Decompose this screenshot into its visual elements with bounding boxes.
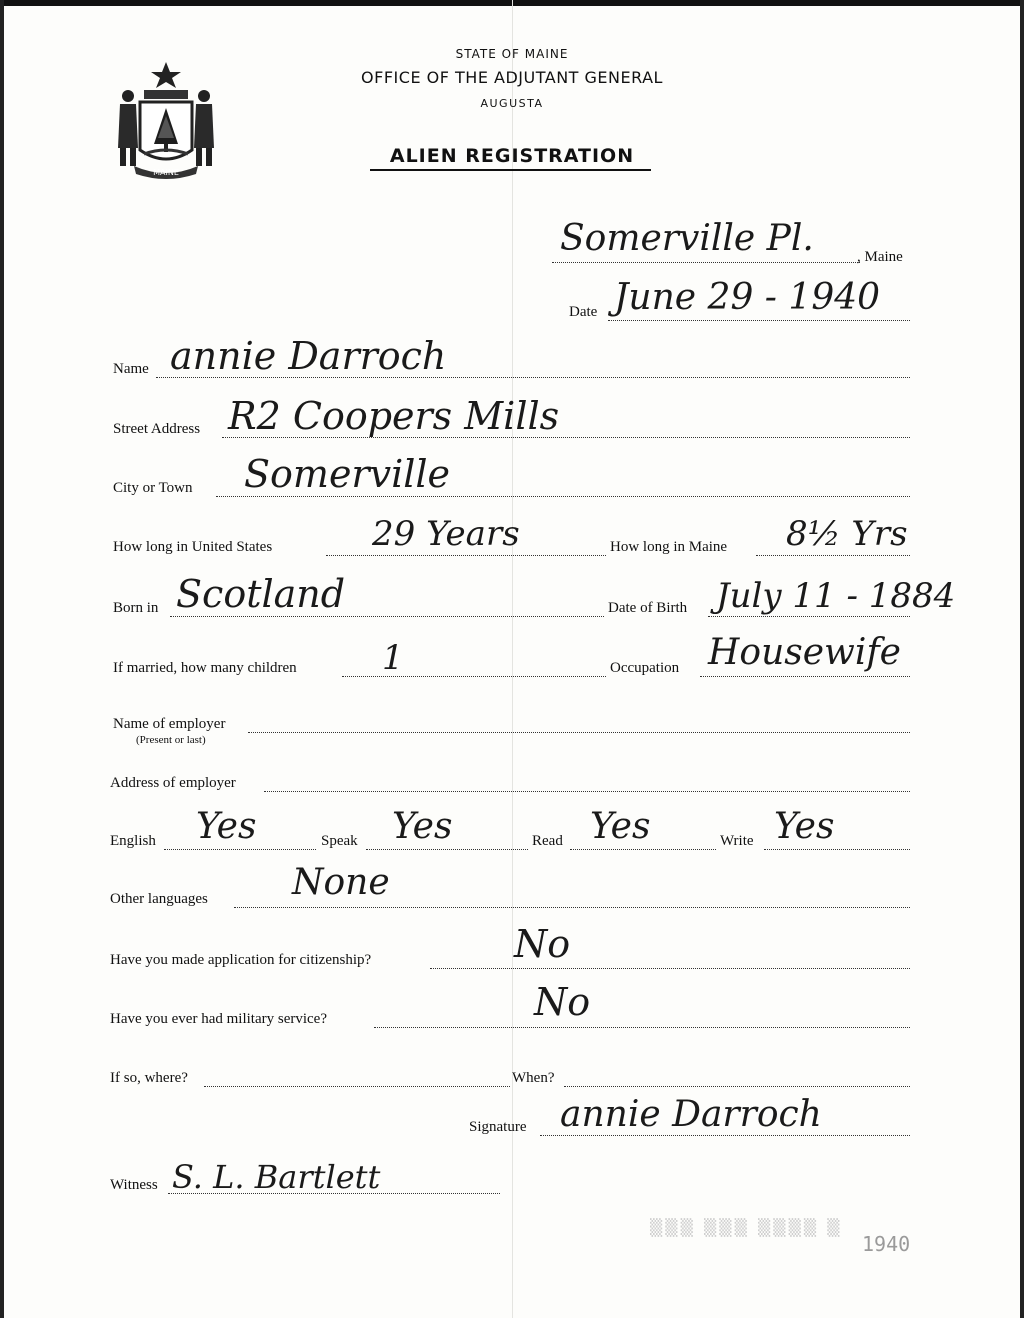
employer-line xyxy=(248,732,910,733)
maine-state-seal xyxy=(110,58,222,180)
city-label: City or Town xyxy=(113,480,193,496)
employer-address-line xyxy=(264,791,910,792)
city-value: Somerville xyxy=(244,452,451,496)
signature-line xyxy=(540,1135,910,1136)
title-underline xyxy=(370,169,651,171)
street-value: R2 Coopers Mills xyxy=(228,394,560,438)
us-years-value: 29 Years xyxy=(372,514,520,554)
read-line xyxy=(570,849,716,850)
form-title: ALIEN REGISTRATION xyxy=(389,145,635,167)
military-value: No xyxy=(534,980,591,1024)
other-languages-value: None xyxy=(292,862,390,903)
where-line xyxy=(204,1086,510,1087)
witness-label: Witness xyxy=(110,1177,158,1193)
speak-label: Speak xyxy=(321,833,358,849)
military-label: Have you ever had military service? xyxy=(110,1011,327,1027)
place-line xyxy=(552,262,860,263)
write-label: Write xyxy=(720,833,754,849)
speak-line xyxy=(366,849,528,850)
maine-years-label: How long in Maine xyxy=(610,539,728,555)
where-label: If so, where? xyxy=(110,1070,188,1086)
employer-label: Name of employer xyxy=(113,716,226,732)
date-value: June 29 - 1940 xyxy=(614,277,881,318)
military-line xyxy=(374,1027,910,1028)
children-value: 1 xyxy=(382,638,404,678)
read-label: Read xyxy=(532,833,563,849)
street-label: Street Address xyxy=(113,421,201,437)
header-state: STATE OF MAINE xyxy=(455,47,569,61)
scan-border-left xyxy=(0,0,4,1318)
us-years-line xyxy=(326,555,606,556)
write-line xyxy=(764,849,910,850)
citizenship-label: Have you made application for citizenship? xyxy=(110,952,372,968)
maine-years-value: 8½ Yrs xyxy=(786,514,908,554)
children-label: If married, how many children xyxy=(113,660,297,676)
write-value: Yes xyxy=(774,806,835,847)
name-value: annie Darroch xyxy=(170,334,447,378)
scan-border-right xyxy=(1020,0,1024,1318)
citizenship-value: No xyxy=(514,922,571,966)
maine-years-line xyxy=(756,555,910,556)
svg-text:MAINE: MAINE xyxy=(153,168,179,177)
occupation-value: Housewife xyxy=(708,632,901,673)
witness-value: S. L. Bartlett xyxy=(172,1158,381,1196)
born-value: Scotland xyxy=(176,572,346,616)
header-city: AUGUSTA xyxy=(480,97,544,110)
stamp-year: 1940 xyxy=(862,1232,911,1256)
us-years-label: How long in United States xyxy=(113,539,273,555)
header-office: OFFICE OF THE ADJUTANT GENERAL xyxy=(361,68,663,87)
dob-line xyxy=(708,616,910,617)
place-value: Somerville Pl. xyxy=(560,218,814,259)
dob-value: July 11 - 1884 xyxy=(716,576,956,616)
read-value: Yes xyxy=(590,806,651,847)
occupation-line xyxy=(700,676,910,677)
date-label: Date xyxy=(569,304,598,320)
born-line xyxy=(170,616,604,617)
when-line xyxy=(564,1086,910,1087)
citizenship-line xyxy=(430,968,910,969)
signature-label: Signature xyxy=(469,1119,527,1135)
employer-address-label: Address of employer xyxy=(110,775,236,791)
received-stamp: ▒▒▒ ▒▒▒ ▒▒▒▒ ▒ xyxy=(650,1218,843,1237)
occupation-label: Occupation xyxy=(610,660,680,676)
english-value: Yes xyxy=(196,806,257,847)
born-label: Born in xyxy=(113,600,159,616)
english-line xyxy=(164,849,316,850)
place-suffix-label: , Maine xyxy=(857,249,903,265)
name-label: Name xyxy=(113,361,149,377)
city-line xyxy=(216,496,910,497)
english-label: English xyxy=(110,833,156,849)
dob-label: Date of Birth xyxy=(608,600,688,616)
when-label: When? xyxy=(512,1070,555,1086)
employer-sublabel: (Present or last) xyxy=(136,734,206,746)
signature-value: annie Darroch xyxy=(560,1094,822,1135)
date-line xyxy=(608,320,910,321)
speak-value: Yes xyxy=(392,806,453,847)
other-languages-label: Other languages xyxy=(110,891,208,907)
other-languages-line xyxy=(234,907,910,908)
